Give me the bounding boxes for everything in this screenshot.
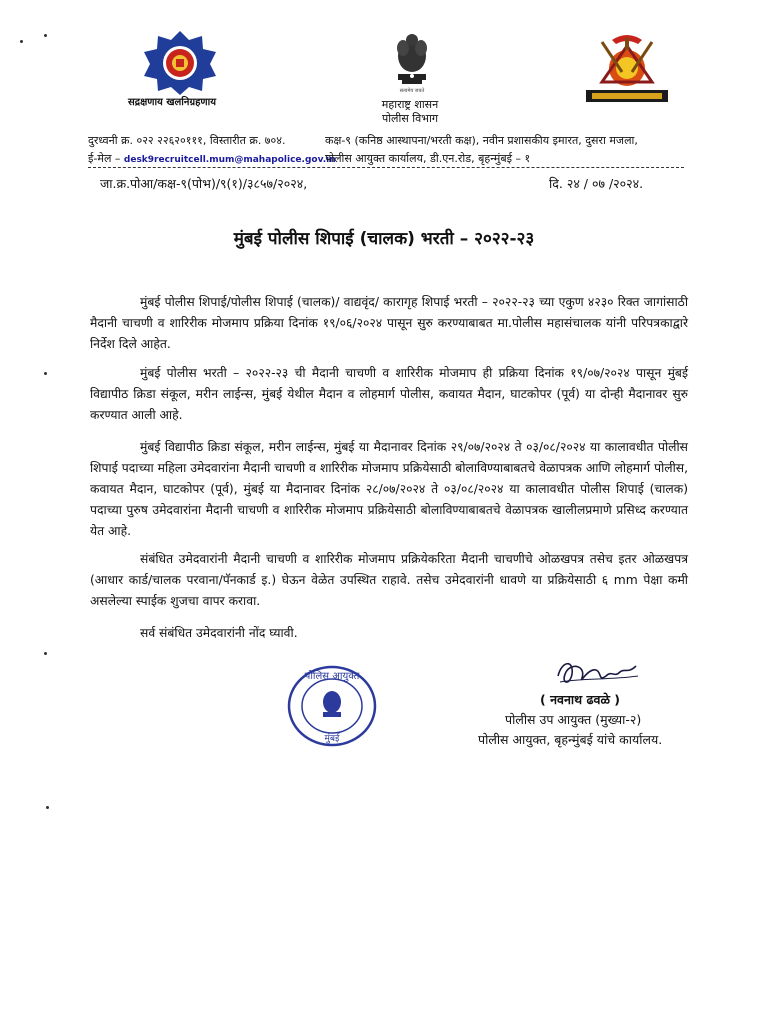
center-caption <box>330 98 490 126</box>
phone-line: दुरध्वनी क्र. ०२२ २२६२०१११, विस्तारीत क्र. ७०४. <box>88 134 286 147</box>
speck <box>20 40 23 43</box>
paragraph-1: मुंबई पोलीस शिपाई/पोलीस शिपाई (चालक)/ वाद्यवृंद/ कारागृह शिपाई भरती – २०२२-२३ च्या एकुण ४२३० रिक्त जागांसाठी मैदानी चाचणी व शारिरीक मोजमाप प्रक्रिया दिनांक १९/०६/२०२४ पासून सुरु करण्याबाबत मा.पोलीस महासंचालक यांनी परिपत्रकाद्वारे निर्देश दिले आहेत. <box>90 295 688 351</box>
state-emblem-logo <box>386 30 438 96</box>
seal-top-text: पोलिस आयुक्त <box>304 671 360 682</box>
header-divider <box>88 167 684 168</box>
speck <box>44 652 47 655</box>
signatory-designation: पोलीस उप आयुक्त (मुख्या-२) <box>505 712 642 727</box>
email-link[interactable]: desk9recruitcell.mum@mahapolice.gov.in <box>123 155 336 165</box>
address-line-2: पोलीस आयुक्त कार्यालय, डी.एन.रोड, बृहन्मुंबई – १ <box>325 152 531 165</box>
reference-number: जा.क्र.पोआ/कक्ष-९(पोभ)/९(१)/३८५७/२०२४, <box>100 176 308 191</box>
paragraph-5: सर्व संबंधित उमेदवारांनी नोंद घ्यावी. <box>140 626 298 640</box>
police-department-label: पोलीस विभाग <box>381 112 439 125</box>
speck <box>44 34 47 37</box>
speck <box>46 806 49 809</box>
letter-date: दि. २४ / ०७ /२०२४. <box>549 176 644 191</box>
left-logo-motto: सद्रक्षणाय खलनिग्रहणाय <box>128 97 217 108</box>
speck <box>44 372 47 375</box>
address-line-1: कक्ष-९ (कनिष्ठ आस्थापना/भरती कक्ष), नवीन प्रशासकीय इमारत, दुसरा मजला, <box>325 134 638 147</box>
maharashtra-seal-logo <box>582 32 672 104</box>
signatory-name: ( नवनाथ ढवळे ) <box>540 692 621 707</box>
emblem-motto: सत्यमेव जयते <box>399 88 425 94</box>
state-government-label: महाराष्ट्र शासन <box>381 98 439 111</box>
handwritten-signature <box>552 656 642 692</box>
official-seal <box>286 664 378 748</box>
email-line <box>88 151 336 166</box>
email-prefix: ई-मेल – <box>88 152 121 165</box>
paragraph-4: संबंधित उमेदवारांनी मैदानी चाचणी व शारिरीक मोजमाप प्रक्रियेकरिता मैदानी चाचणीचे ओळखपत्र तसेच इतर ओळखपत्र (आधार कार्ड/चालक परवाना/पॅनकार्ड इ.) घेऊन वेळेत उपस्थित राहावे. तसेच उमेदवारांनी धावणे या प्रक्रियेसाठी ६ mm पेक्षा कमी असलेल्या स्पाईक शुजचा वापर करावा. <box>90 552 688 608</box>
paragraph-2: मुंबई पोलीस भरती – २०२२-२३ ची मैदानी चाचणी व शारिरीक मोजमाप ही प्रक्रिया दिनांक १९/०७/२०२४ पासून मुंबई विद्यापीठ क्रिडा संकूल, मरीन लाईन्स, मुंबई येथील मैदान व लोहमार्ग पोलीस, कवायत मैदान, घाटकोपर (पूर्व) या दोन्ही मैदानावर सुरु करण्यात आली आहे. <box>90 366 688 422</box>
seal-bottom-text: मुंबई <box>324 734 340 744</box>
document-title: मुंबई पोलीस शिपाई (चालक) भरती – २०२२-२३ <box>233 229 535 249</box>
signatory-office: पोलीस आयुक्त, बृहन्मुंबई यांचे कार्यालय. <box>478 732 663 747</box>
mumbai-police-logo <box>140 30 220 96</box>
paragraph-3: मुंबई विद्यापीठ क्रिडा संकूल, मरीन लाईन्स, मुंबई या मैदानावर दिनांक २९/०७/२०२४ ते ०३/०८/२०२४ या कालावधीत पोलीस शिपाई पदाच्या महिला उमेदवारांना मैदानी चाचणी व शारिरीक मोजमाप प्रक्रियेसाठी बोलाविण्याबाबतचे वेळापत्रक आणि लोहमार्ग पोलीस, कवायत मैदान, घाटकोपर (पूर्व), मुंबई या मैदानावर दिनांक २८/०७/२०२४ ते ०३/०८/२०२४ या कालावधीत पोलीस शिपाई (चालक) पदाच्या पुरुष उमेदवारांना मैदानी चाचणी व शारिरीक मोजमाप प्रक्रियेसाठी बोलाविण्याबाबतचे वेळापत्रक खालीलप्रमाणे प्रसिध्द करण्यात येत आहे. <box>90 440 688 538</box>
